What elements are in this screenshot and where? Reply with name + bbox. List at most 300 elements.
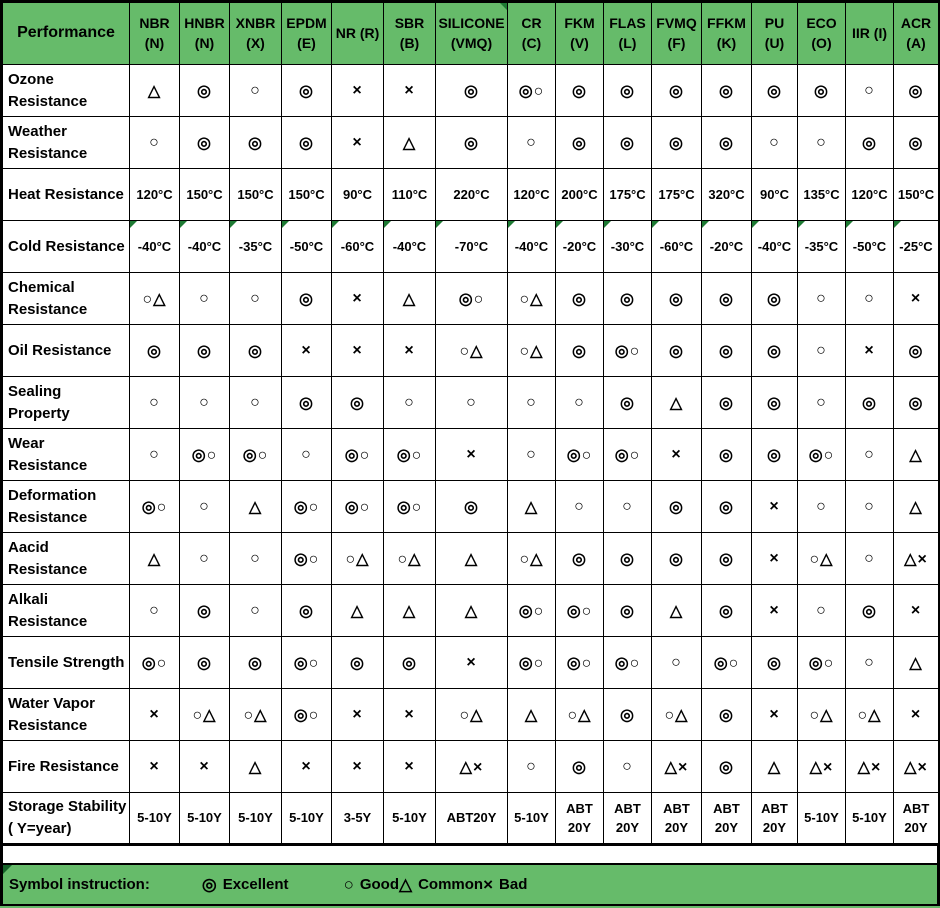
table-cell: ○ bbox=[846, 533, 894, 585]
table-cell: ◎ bbox=[702, 325, 752, 377]
table-cell: ○ bbox=[604, 481, 652, 533]
table-cell: 120°C bbox=[130, 169, 180, 221]
row-label: Chemical Resistance bbox=[2, 273, 130, 325]
table-cell: 3-5Y bbox=[332, 793, 384, 845]
table-cell: ◎ bbox=[180, 325, 230, 377]
table-cell: ◎ bbox=[702, 585, 752, 637]
table-cell: 150°C bbox=[894, 169, 940, 221]
table-cell: × bbox=[752, 533, 798, 585]
table-cell: ◎ bbox=[798, 65, 846, 117]
table-cell: × bbox=[180, 741, 230, 793]
table-cell: ◎ bbox=[604, 585, 652, 637]
table-cell: 120°C bbox=[508, 169, 556, 221]
table-cell: △× bbox=[652, 741, 702, 793]
table-cell: ○ bbox=[556, 377, 604, 429]
column-header-eco: ECO (O) bbox=[798, 2, 846, 65]
table-cell: -60°C bbox=[332, 221, 384, 273]
table-cell: × bbox=[282, 741, 332, 793]
table-cell: △ bbox=[436, 533, 508, 585]
table-cell: × bbox=[894, 585, 940, 637]
legend-item-good bbox=[344, 875, 399, 895]
table-cell: ◎○ bbox=[282, 689, 332, 741]
table-row bbox=[2, 793, 940, 845]
table-cell: × bbox=[384, 689, 436, 741]
table-cell: △ bbox=[130, 65, 180, 117]
table-cell: ◎ bbox=[604, 533, 652, 585]
table-cell: -20°C bbox=[556, 221, 604, 273]
table-cell: ◎○ bbox=[508, 637, 556, 689]
table-cell: ○ bbox=[798, 273, 846, 325]
table-cell: -40°C bbox=[180, 221, 230, 273]
table-cell: △ bbox=[652, 585, 702, 637]
table-cell: △× bbox=[436, 741, 508, 793]
table-cell: ◎ bbox=[894, 117, 940, 169]
row-label: Alkali Resistance bbox=[2, 585, 130, 637]
row-label: Water Vapor Resistance bbox=[2, 689, 130, 741]
row-label: Tensile Strength bbox=[2, 637, 130, 689]
table-cell: ◎ bbox=[180, 117, 230, 169]
table-cell: ◎○ bbox=[604, 429, 652, 481]
column-header-nbr: NBR (N) bbox=[130, 2, 180, 65]
table-cell: ○△ bbox=[508, 533, 556, 585]
table-cell: ◎ bbox=[702, 689, 752, 741]
table-cell: 320°C bbox=[702, 169, 752, 221]
table-cell: ◎ bbox=[752, 637, 798, 689]
table-cell: ◎ bbox=[652, 325, 702, 377]
table-cell: 135°C bbox=[798, 169, 846, 221]
table-cell: 200°C bbox=[556, 169, 604, 221]
table-cell: ABT 20Y bbox=[604, 793, 652, 845]
legend-label: Common bbox=[418, 876, 484, 893]
table-cell: △ bbox=[384, 585, 436, 637]
table-cell: -50°C bbox=[282, 221, 332, 273]
header-row bbox=[2, 2, 940, 65]
table-cell: -50°C bbox=[846, 221, 894, 273]
table-cell: 120°C bbox=[846, 169, 894, 221]
table-cell: 5-10Y bbox=[180, 793, 230, 845]
table-cell: × bbox=[332, 325, 384, 377]
table-cell: ○ bbox=[846, 65, 894, 117]
table-cell: ◎ bbox=[604, 377, 652, 429]
row-label: Wear Resistance bbox=[2, 429, 130, 481]
table-cell: △ bbox=[384, 117, 436, 169]
table-cell: ◎ bbox=[230, 325, 282, 377]
table-row bbox=[2, 741, 940, 793]
table-cell: ◎ bbox=[180, 65, 230, 117]
table-cell: ◎ bbox=[556, 533, 604, 585]
table-cell: -60°C bbox=[652, 221, 702, 273]
table-cell: ◎ bbox=[652, 65, 702, 117]
row-label: Deformation Resistance bbox=[2, 481, 130, 533]
table-row bbox=[2, 117, 940, 169]
column-header-nr: NR (R) bbox=[332, 2, 384, 65]
table-cell: -35°C bbox=[230, 221, 282, 273]
table-cell: -30°C bbox=[604, 221, 652, 273]
table-cell: 5-10Y bbox=[282, 793, 332, 845]
table-cell: ◎ bbox=[604, 65, 652, 117]
table-row bbox=[2, 325, 940, 377]
table-cell: ◎ bbox=[130, 325, 180, 377]
table-cell: ◎○ bbox=[798, 637, 846, 689]
legend-symbol-bad: × bbox=[483, 874, 494, 894]
table-cell: ◎○ bbox=[556, 585, 604, 637]
table-cell: × bbox=[384, 325, 436, 377]
table-cell: × bbox=[384, 65, 436, 117]
table-cell: ○△ bbox=[652, 689, 702, 741]
row-label: Fire Resistance bbox=[2, 741, 130, 793]
table-row bbox=[2, 169, 940, 221]
table-cell: ABT 20Y bbox=[556, 793, 604, 845]
table-cell: × bbox=[752, 689, 798, 741]
table-cell: 5-10Y bbox=[508, 793, 556, 845]
column-header-ffkm: FFKM (K) bbox=[702, 2, 752, 65]
table-cell: ○ bbox=[230, 585, 282, 637]
table-cell: ◎ bbox=[652, 273, 702, 325]
row-label: Ozone Resistance bbox=[2, 65, 130, 117]
table-cell: ◎○ bbox=[604, 325, 652, 377]
table-cell: ◎ bbox=[556, 741, 604, 793]
legend-label: Good bbox=[359, 876, 399, 893]
column-header-hnbr: HNBR (N) bbox=[180, 2, 230, 65]
table-cell: ◎ bbox=[752, 429, 798, 481]
table-cell: ◎ bbox=[894, 377, 940, 429]
table-cell: ◎○ bbox=[282, 533, 332, 585]
column-header-flas: FLAS (L) bbox=[604, 2, 652, 65]
table-cell: × bbox=[894, 273, 940, 325]
table-cell: ◎ bbox=[702, 117, 752, 169]
table-cell: ◎○ bbox=[282, 481, 332, 533]
table-cell: ○ bbox=[652, 637, 702, 689]
table-row bbox=[2, 429, 940, 481]
table-cell: ◎○ bbox=[130, 481, 180, 533]
table-cell: △ bbox=[894, 637, 940, 689]
table-cell: ○ bbox=[798, 117, 846, 169]
column-header-fkm: FKM (V) bbox=[556, 2, 604, 65]
table-cell: 5-10Y bbox=[384, 793, 436, 845]
table-cell: ◎ bbox=[846, 585, 894, 637]
table-cell: ○ bbox=[130, 377, 180, 429]
table-row bbox=[2, 377, 940, 429]
table-cell: ◎ bbox=[702, 429, 752, 481]
row-label: Sealing Property bbox=[2, 377, 130, 429]
empty-spacer-row bbox=[0, 846, 940, 863]
table-cell: ◎ bbox=[702, 65, 752, 117]
table-cell: ◎○ bbox=[230, 429, 282, 481]
table-row bbox=[2, 65, 940, 117]
row-label: Aacid Resistance bbox=[2, 533, 130, 585]
legend-bar bbox=[0, 863, 940, 906]
table-cell: ○ bbox=[130, 585, 180, 637]
table-cell: ◎ bbox=[702, 741, 752, 793]
table-cell: ○△ bbox=[436, 325, 508, 377]
legend-label: Excellent bbox=[222, 876, 289, 893]
table-cell: × bbox=[384, 741, 436, 793]
table-cell: △ bbox=[508, 481, 556, 533]
table-row bbox=[2, 221, 940, 273]
table-cell: ○△ bbox=[180, 689, 230, 741]
table-cell: ◎ bbox=[604, 689, 652, 741]
table-cell: × bbox=[130, 689, 180, 741]
table-cell: ◎ bbox=[752, 65, 798, 117]
table-cell: ○ bbox=[508, 117, 556, 169]
table-cell: 5-10Y bbox=[130, 793, 180, 845]
table-cell: ◎○ bbox=[332, 481, 384, 533]
table-cell: ◎○ bbox=[556, 429, 604, 481]
table-cell: -40°C bbox=[130, 221, 180, 273]
table-cell: ○ bbox=[846, 481, 894, 533]
legend-item-common bbox=[399, 875, 483, 895]
table-cell: ○ bbox=[798, 377, 846, 429]
table-cell: ○ bbox=[180, 377, 230, 429]
table-cell: × bbox=[332, 273, 384, 325]
table-cell: ◎ bbox=[282, 117, 332, 169]
table-cell: △ bbox=[230, 741, 282, 793]
table-cell: ◎ bbox=[180, 637, 230, 689]
column-header-fvmq: FVMQ (F) bbox=[652, 2, 702, 65]
table-cell: ABT 20Y bbox=[702, 793, 752, 845]
table-cell: -40°C bbox=[752, 221, 798, 273]
table-cell: ○△ bbox=[846, 689, 894, 741]
table-cell: ◎ bbox=[230, 117, 282, 169]
table-cell: △× bbox=[798, 741, 846, 793]
table-cell: ◎ bbox=[752, 273, 798, 325]
table-cell: ○△ bbox=[230, 689, 282, 741]
table-cell: ○ bbox=[180, 481, 230, 533]
table-cell: ◎ bbox=[652, 481, 702, 533]
table-cell: 150°C bbox=[230, 169, 282, 221]
row-label: Oil Resistance bbox=[2, 325, 130, 377]
table-cell: ○ bbox=[752, 117, 798, 169]
table-cell: ○ bbox=[556, 481, 604, 533]
legend-title: Symbol instruction: bbox=[9, 876, 150, 893]
table-cell: × bbox=[846, 325, 894, 377]
table-row bbox=[2, 273, 940, 325]
table-cell: ○ bbox=[384, 377, 436, 429]
table-cell: ◎ bbox=[384, 637, 436, 689]
table-row bbox=[2, 533, 940, 585]
table-cell: × bbox=[282, 325, 332, 377]
table-cell: ○△ bbox=[508, 325, 556, 377]
table-cell: ○ bbox=[846, 429, 894, 481]
table-cell: ○ bbox=[230, 65, 282, 117]
table-cell: ◎ bbox=[282, 65, 332, 117]
table-cell: ○ bbox=[798, 325, 846, 377]
table-cell: ○△ bbox=[436, 689, 508, 741]
table-row bbox=[2, 481, 940, 533]
column-header-epdm: EPDM (E) bbox=[282, 2, 332, 65]
table-cell: △ bbox=[436, 585, 508, 637]
table-cell: -40°C bbox=[508, 221, 556, 273]
table-cell: 90°C bbox=[332, 169, 384, 221]
table-cell: ◎ bbox=[846, 377, 894, 429]
table-cell: ○ bbox=[846, 273, 894, 325]
table-cell: ◎ bbox=[702, 273, 752, 325]
column-header-sbr: SBR (B) bbox=[384, 2, 436, 65]
table-cell: ◎ bbox=[652, 533, 702, 585]
column-header-acr: ACR (A) bbox=[894, 2, 940, 65]
table-cell: ◎ bbox=[436, 117, 508, 169]
column-header-iir: IIR (I) bbox=[846, 2, 894, 65]
table-cell: ○ bbox=[508, 377, 556, 429]
table-cell: × bbox=[332, 65, 384, 117]
table-cell: ○ bbox=[604, 741, 652, 793]
table-cell: ◎○ bbox=[282, 637, 332, 689]
table-cell: ◎ bbox=[282, 273, 332, 325]
table-cell: ◎○ bbox=[702, 637, 752, 689]
column-header-xnbr: XNBR (X) bbox=[230, 2, 282, 65]
table-cell: △ bbox=[230, 481, 282, 533]
table-cell: 110°C bbox=[384, 169, 436, 221]
table-cell: ◎ bbox=[556, 325, 604, 377]
table-cell: ◎ bbox=[604, 117, 652, 169]
table-cell: ◎ bbox=[752, 377, 798, 429]
table-cell: ○△ bbox=[332, 533, 384, 585]
table-cell: × bbox=[332, 689, 384, 741]
table-row bbox=[2, 637, 940, 689]
legend-label: Bad bbox=[499, 876, 528, 893]
table-cell: ◎ bbox=[332, 377, 384, 429]
table-cell: ○ bbox=[180, 273, 230, 325]
table-cell: △ bbox=[652, 377, 702, 429]
table-cell: ○△ bbox=[384, 533, 436, 585]
table-cell: × bbox=[130, 741, 180, 793]
table-cell: ◎○ bbox=[180, 429, 230, 481]
table-cell: △ bbox=[752, 741, 798, 793]
table-cell: ◎ bbox=[604, 273, 652, 325]
table-row bbox=[2, 585, 940, 637]
table-cell: ○ bbox=[798, 481, 846, 533]
table-cell: ○ bbox=[180, 533, 230, 585]
table-cell: -35°C bbox=[798, 221, 846, 273]
table-cell: × bbox=[894, 689, 940, 741]
table-cell: 175°C bbox=[652, 169, 702, 221]
table-cell: ◎○ bbox=[508, 65, 556, 117]
table-cell: × bbox=[436, 429, 508, 481]
table-cell: ◎ bbox=[702, 377, 752, 429]
table-cell: 5-10Y bbox=[846, 793, 894, 845]
table-cell: 5-10Y bbox=[798, 793, 846, 845]
table-cell: ◎ bbox=[894, 325, 940, 377]
table-cell: △ bbox=[384, 273, 436, 325]
table-cell: -70°C bbox=[436, 221, 508, 273]
table-cell: 220°C bbox=[436, 169, 508, 221]
table-cell: ◎ bbox=[894, 65, 940, 117]
table-cell: ABT20Y bbox=[436, 793, 508, 845]
legend-symbol-good: ○ bbox=[343, 874, 354, 894]
column-header-cr: CR (C) bbox=[508, 2, 556, 65]
table-cell: △ bbox=[130, 533, 180, 585]
table-cell: ◎ bbox=[652, 117, 702, 169]
table-cell: 175°C bbox=[604, 169, 652, 221]
row-label: Cold Resistance bbox=[2, 221, 130, 273]
table-cell: ○ bbox=[282, 429, 332, 481]
row-label: Storage Stability ( Y=year) bbox=[2, 793, 130, 845]
table-cell: ◎○ bbox=[384, 429, 436, 481]
table-cell: ◎ bbox=[702, 533, 752, 585]
table-cell: × bbox=[652, 429, 702, 481]
table-cell: × bbox=[332, 741, 384, 793]
table-cell: ◎○ bbox=[332, 429, 384, 481]
table-cell: ◎○ bbox=[436, 273, 508, 325]
table-cell: △ bbox=[508, 689, 556, 741]
legend-symbol-common: △ bbox=[399, 874, 413, 894]
table-cell: ○ bbox=[798, 585, 846, 637]
column-header-pu: PU (U) bbox=[752, 2, 798, 65]
table-cell: ◎ bbox=[436, 65, 508, 117]
table-cell: ◎ bbox=[436, 481, 508, 533]
table-cell: ○ bbox=[130, 429, 180, 481]
table-cell: ◎ bbox=[702, 481, 752, 533]
table-cell: -20°C bbox=[702, 221, 752, 273]
row-label: Heat Resistance bbox=[2, 169, 130, 221]
table-cell: × bbox=[436, 637, 508, 689]
table-cell: ○ bbox=[508, 429, 556, 481]
table-cell: ○△ bbox=[798, 689, 846, 741]
table-cell: △× bbox=[894, 741, 940, 793]
table-cell: ABT 20Y bbox=[652, 793, 702, 845]
table-row bbox=[2, 689, 940, 741]
table-cell: ◎ bbox=[230, 637, 282, 689]
table-cell: ◎ bbox=[556, 65, 604, 117]
table-cell: ◎○ bbox=[384, 481, 436, 533]
table-cell: ○ bbox=[508, 741, 556, 793]
table-cell: ◎ bbox=[332, 637, 384, 689]
table-cell: ○△ bbox=[556, 689, 604, 741]
table-cell: △ bbox=[332, 585, 384, 637]
table-cell: -40°C bbox=[384, 221, 436, 273]
table-cell: ◎ bbox=[556, 117, 604, 169]
table-cell: ◎ bbox=[282, 377, 332, 429]
table-cell: × bbox=[752, 481, 798, 533]
row-label: Weather Resistance bbox=[2, 117, 130, 169]
table-cell: ○ bbox=[230, 377, 282, 429]
table-cell: 150°C bbox=[180, 169, 230, 221]
table-cell: 5-10Y bbox=[230, 793, 282, 845]
table-cell: ◎○ bbox=[130, 637, 180, 689]
table-cell: ◎○ bbox=[604, 637, 652, 689]
table-cell: ◎○ bbox=[798, 429, 846, 481]
table-cell: ◎ bbox=[282, 585, 332, 637]
table-cell: 90°C bbox=[752, 169, 798, 221]
table-cell: ○△ bbox=[508, 273, 556, 325]
table-cell: -25°C bbox=[894, 221, 940, 273]
table-cell: ○△ bbox=[798, 533, 846, 585]
table-cell: ○△ bbox=[130, 273, 180, 325]
table-cell: ○ bbox=[230, 273, 282, 325]
table-cell: △ bbox=[894, 481, 940, 533]
table-cell: ○ bbox=[846, 637, 894, 689]
table-cell: ABT 20Y bbox=[752, 793, 798, 845]
table-cell: ○ bbox=[436, 377, 508, 429]
corner-header-performance: Performance bbox=[2, 2, 130, 65]
table-cell: △× bbox=[894, 533, 940, 585]
table-cell: ◎ bbox=[180, 585, 230, 637]
table-cell: × bbox=[752, 585, 798, 637]
table-cell: ◎ bbox=[752, 325, 798, 377]
legend-item-excellent bbox=[202, 875, 289, 895]
table-cell: 150°C bbox=[282, 169, 332, 221]
table-cell: × bbox=[332, 117, 384, 169]
table-cell: ABT 20Y bbox=[894, 793, 940, 845]
table-cell: ◎ bbox=[556, 273, 604, 325]
table-cell: ○ bbox=[230, 533, 282, 585]
table-cell: ◎○ bbox=[508, 585, 556, 637]
table-cell: ◎ bbox=[846, 117, 894, 169]
table-cell: △× bbox=[846, 741, 894, 793]
column-header-silicone: SILICONE (VMQ) bbox=[436, 2, 508, 65]
legend-item-bad bbox=[483, 875, 527, 895]
table-cell: △ bbox=[894, 429, 940, 481]
